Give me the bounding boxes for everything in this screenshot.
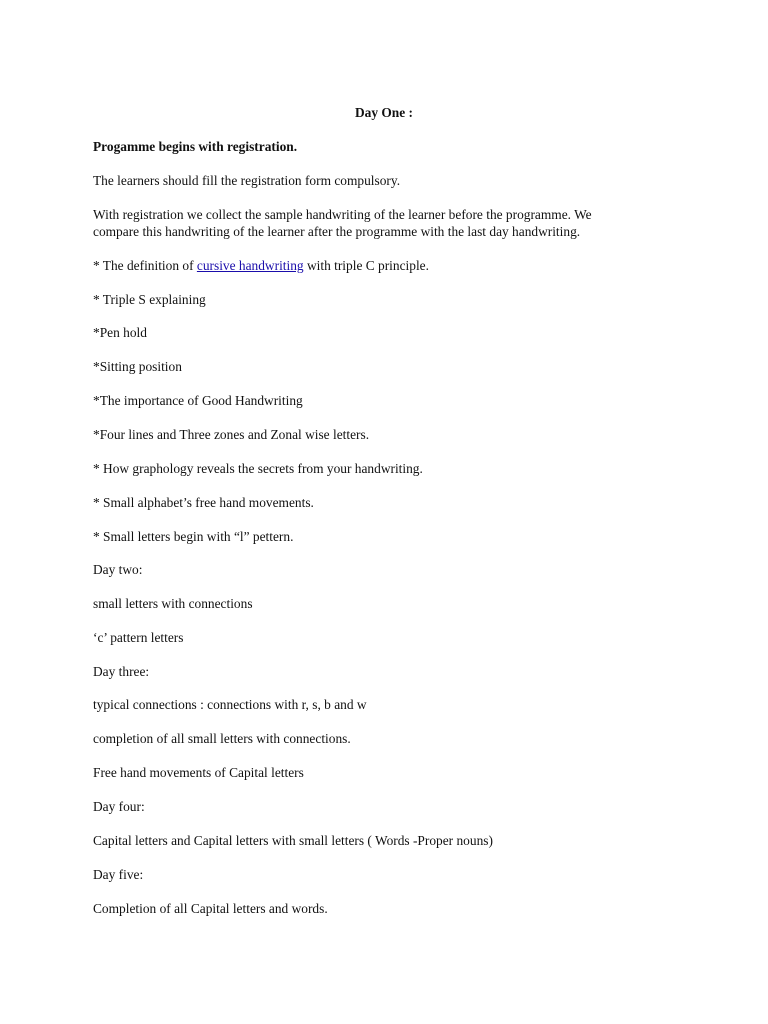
- day-three-heading: Day three:: [93, 664, 150, 679]
- day-five-line1: Completion of all Capital letters and words.: [93, 901, 328, 916]
- day-four-line1: Capital letters and Capital letters with small letters ( Words -Proper nouns): [93, 833, 493, 848]
- day-four-heading: Day four:: [93, 799, 145, 814]
- day-two-heading: Day two:: [93, 562, 143, 577]
- list-item-definition-suffix: with triple C principle.: [303, 258, 429, 273]
- paragraph-sample-line1: With registration we collect the sample handwriting of the learner before the programme. We: [93, 207, 592, 222]
- list-item-sitting-position: *Sitting position: [93, 359, 182, 374]
- day-three-line3: Free hand movements of Capital letters: [93, 765, 304, 780]
- cursive-handwriting-link[interactable]: cursive handwriting: [196, 258, 304, 273]
- list-item-triple-s: * Triple S explaining: [93, 292, 206, 307]
- page-title: Day One :: [354, 105, 414, 120]
- day-three-line1: typical connections : connections with r, s, b and w: [93, 697, 367, 712]
- list-item-graphology: * How graphology reveals the secrets from your handwriting.: [93, 461, 423, 476]
- intro-heading: Progamme begins with registration.: [93, 139, 298, 154]
- list-item-importance: *The importance of Good Handwriting: [93, 393, 303, 408]
- paragraph-sample-line2: compare this handwriting of the learner after the programme with the last day handwriting.: [93, 224, 581, 239]
- list-item-l-pattern: * Small letters begin with “l” pettern.: [93, 529, 294, 544]
- day-two-line2: ‘c’ pattern letters: [93, 630, 184, 645]
- list-item-free-hand: * Small alphabet’s free hand movements.: [93, 495, 314, 510]
- list-item-definition-prefix: * The definition of: [93, 258, 197, 273]
- day-three-line2: completion of all small letters with connections.: [93, 731, 351, 746]
- list-item-pen-hold: *Pen hold: [93, 325, 147, 340]
- list-item-definition: [93, 257, 693, 274]
- paragraph-registration: The learners should fill the registration form compulsory.: [93, 173, 401, 188]
- day-two-line1: small letters with connections: [93, 596, 253, 611]
- list-item-four-lines: *Four lines and Three zones and Zonal wise letters.: [93, 427, 370, 442]
- day-five-heading: Day five:: [93, 867, 144, 882]
